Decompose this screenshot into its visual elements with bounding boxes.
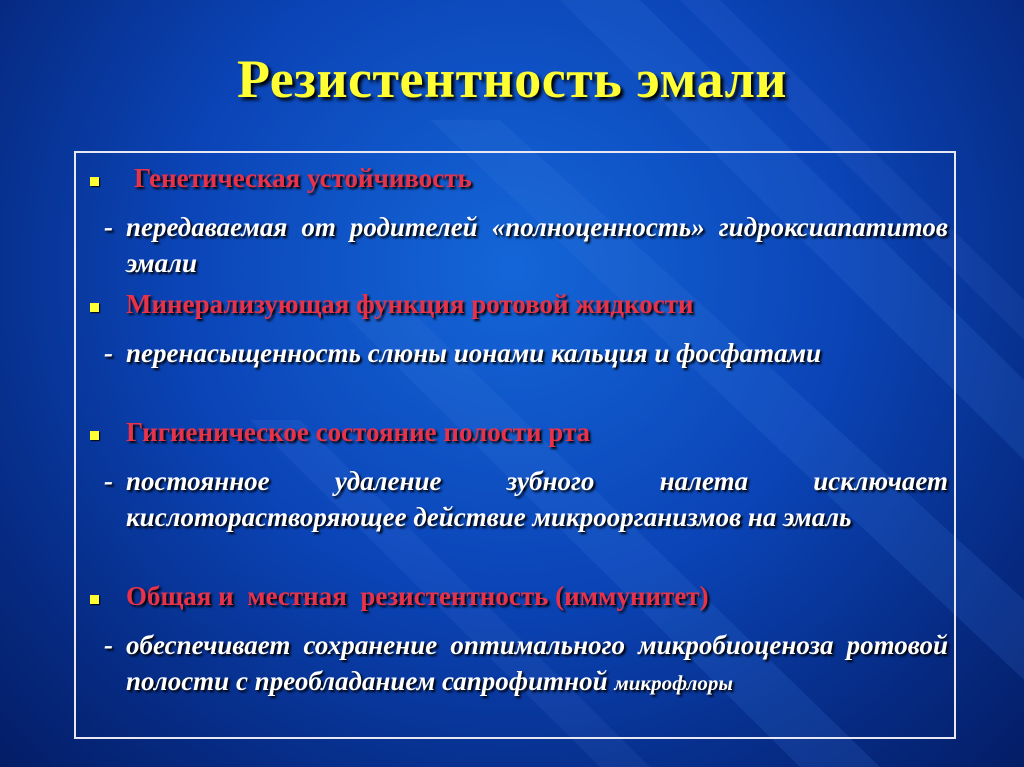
item-description-text: перенасыщенность слюны ионами кальция и фосфатами (126, 338, 822, 368)
dash-marker: - (104, 466, 113, 496)
item-description (104, 463, 948, 535)
dash-marker: - (104, 630, 113, 660)
item-description-text: обеспечивает сохранение оптимального микробиоценоза ротовой полости с преобладанием сапрофитной (126, 630, 948, 696)
item-description (104, 209, 948, 281)
item-description-text: передаваемая от родителей «полноценность» гидроксиапатитов эмали (126, 212, 948, 278)
item-description-text: постоянное удаление зубного налета исключает кислоторастворяющее действие микроорганизмов на эмаль (126, 466, 948, 532)
item-description-small: микрофлоры (614, 671, 733, 695)
bullet-icon (90, 595, 99, 604)
dash-marker: - (104, 338, 113, 368)
item-heading: Гигиеническое состояние полости рта (126, 417, 591, 447)
content-panel (74, 151, 956, 739)
dash-marker: - (104, 212, 113, 242)
bullet-icon (90, 303, 99, 312)
item-heading: Генетическая устойчивость (134, 163, 472, 193)
item-heading: Общая и местная резистентность (иммунитет) (126, 581, 709, 611)
page-title: Резистентность эмали (237, 49, 787, 109)
item-heading: Минерализующая функция ротовой жидкости (126, 289, 694, 319)
item-description (104, 335, 948, 371)
item-description (104, 627, 948, 701)
bullet-icon (90, 431, 99, 440)
bullet-icon (90, 177, 99, 186)
